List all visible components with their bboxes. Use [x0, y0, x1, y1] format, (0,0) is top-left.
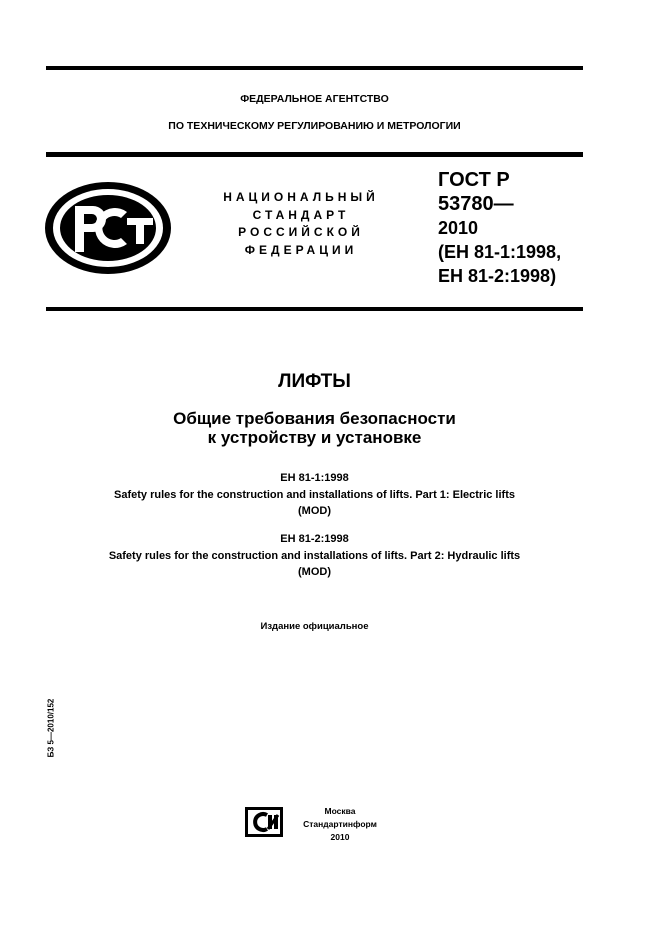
reference-2-mod: (MOD)	[298, 566, 331, 578]
top-rule	[46, 66, 583, 70]
designation-line-3: 2010	[438, 218, 479, 238]
rst-logo-icon	[43, 180, 173, 276]
reference-1-code: ЕН 81-1:1998	[280, 472, 349, 484]
standard-designation	[438, 168, 561, 288]
publisher-city: Москва	[324, 806, 356, 816]
reference-1-mod: (MOD)	[298, 505, 331, 517]
reference-2-description: Safety rules for the construction and installations of lifts. Part 2: Hydraulic lifts	[108, 550, 521, 562]
document-subtitle-1: Общие требования безопасности	[173, 409, 456, 428]
designation-line-1: ГОСТ Р	[438, 169, 510, 191]
designation-line-4: (ЕН 81-1:1998,	[438, 242, 562, 262]
reference-1-description: Safety rules for the construction and installations of lifts. Part 1: Electric lifts	[114, 489, 515, 501]
agency-line-2: ПО ТЕХНИЧЕСКОМУ РЕГУЛИРОВАНИЮ И МЕТРОЛОГИИ	[168, 120, 461, 132]
document-subtitle-2: к устройству и установке	[207, 428, 422, 447]
side-note: БЗ 5—2010/152	[46, 698, 56, 758]
document-title: ЛИФТЫ	[278, 371, 351, 392]
publisher-year: 2010	[330, 832, 350, 842]
edition-label: Издание официальное	[260, 621, 369, 632]
publisher-name: Стандартинформ	[303, 819, 377, 829]
reference-2-code: ЕН 81-2:1998	[280, 533, 349, 545]
national-line-3: РОССИЙСКОЙ	[238, 225, 364, 239]
header-rule	[46, 152, 583, 157]
national-line-2: СТАНДАРТ	[252, 208, 350, 222]
designation-line-5: ЕН 81-2:1998)	[438, 266, 557, 286]
national-line-1: НАЦИОНАЛЬНЫЙ	[223, 190, 379, 204]
mid-rule	[46, 307, 583, 311]
standartinform-logo-icon	[245, 807, 283, 837]
agency-line-1: ФЕДЕРАЛЬНОЕ АГЕНТСТВО	[240, 93, 389, 105]
national-line-4: ФЕДЕРАЦИИ	[244, 243, 358, 257]
designation-line-2: 53780—	[438, 193, 514, 215]
